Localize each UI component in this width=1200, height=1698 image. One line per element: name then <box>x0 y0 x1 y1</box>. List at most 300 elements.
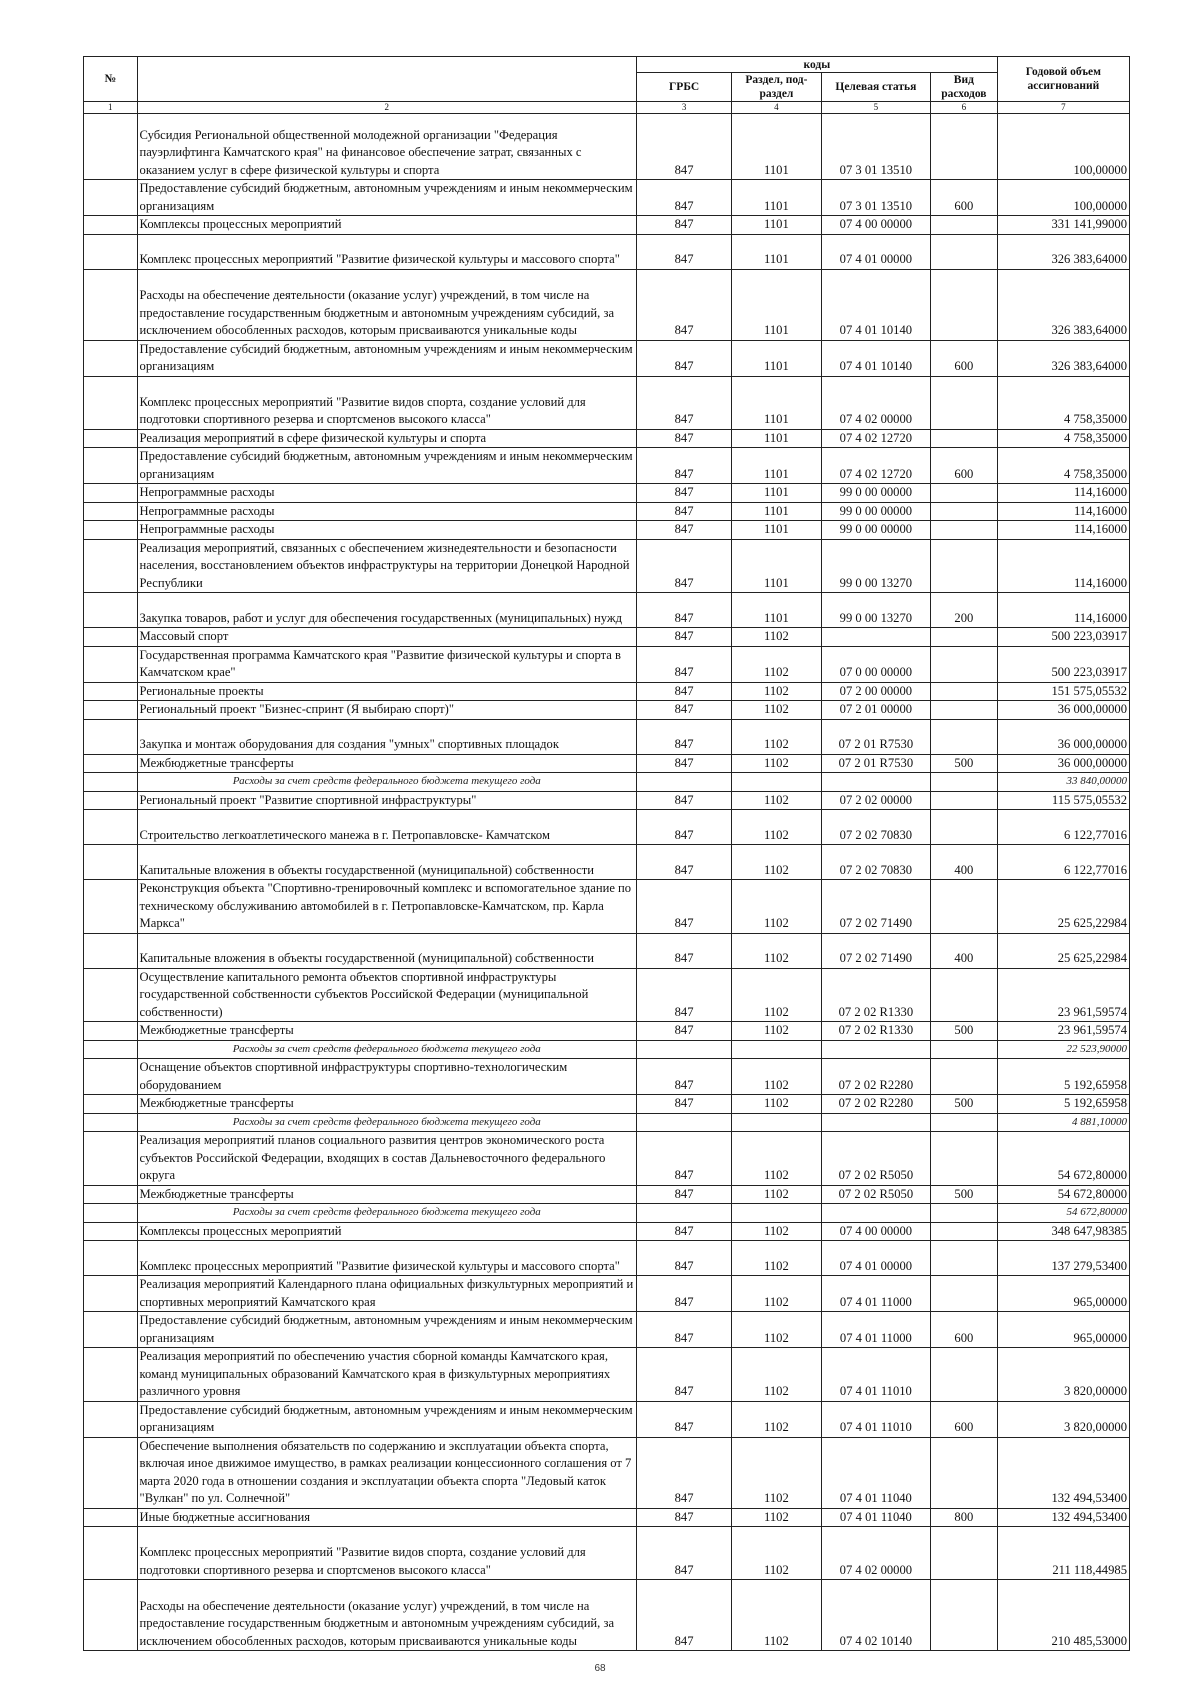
table-row <box>84 539 1130 593</box>
cell-number <box>84 791 138 810</box>
table-row <box>84 1185 1130 1204</box>
cell-vid <box>931 429 998 448</box>
federal-budget-note-row <box>84 1204 1130 1223</box>
cell-vid <box>931 1222 998 1241</box>
cell-name: Реализация мероприятий по обеспечению участия сборной команды Камчатского края, команд муниципальных образований Камчатского края в физкультурных мероприятиях различного уровня <box>137 1348 636 1402</box>
cell-number <box>84 429 138 448</box>
table-row <box>84 1401 1130 1437</box>
cell-number <box>84 1348 138 1402</box>
cell-name: Комплексы процессных мероприятий <box>137 216 636 235</box>
cell-razdel <box>732 1204 822 1223</box>
cell-tselevaya: 07 2 00 00000 <box>821 682 930 701</box>
cell-razdel: 1102 <box>732 1401 822 1437</box>
cell-vid <box>931 1040 998 1059</box>
table-body <box>84 114 1130 1651</box>
cell-razdel: 1101 <box>732 593 822 628</box>
cell-number <box>84 1580 138 1651</box>
cell-razdel: 1102 <box>732 1241 822 1276</box>
cell-sum: 114,16000 <box>997 521 1129 540</box>
table-row <box>84 1132 1130 1186</box>
cell-sum: 36 000,00000 <box>997 701 1129 720</box>
cell-sum: 348 647,98385 <box>997 1222 1129 1241</box>
table-row <box>84 1059 1130 1095</box>
cell-number <box>84 1185 138 1204</box>
table-row <box>84 502 1130 521</box>
cell-number <box>84 216 138 235</box>
cell-name: Реконструкция объекта "Спортивно-тренировочный комплекс и вспомогательное здание по техническому обслуживанию автомобилей в г. Петропавловске-Камчатском, пр. Карла Маркса" <box>137 880 636 934</box>
cell-name: Комплекс процессных мероприятий "Развитие физической культуры и массового спорта" <box>137 1241 636 1276</box>
cell-sum: 4 758,35000 <box>997 376 1129 429</box>
cell-name: Предоставление субсидий бюджетным, автономным учреждениям и иным некоммерческим организациям <box>137 340 636 376</box>
col-num-2: 2 <box>137 102 636 114</box>
cell-number <box>84 448 138 484</box>
table-row <box>84 1527 1130 1580</box>
federal-budget-note-row <box>84 773 1130 792</box>
cell-sum: 100,00000 <box>997 114 1129 180</box>
cell-number <box>84 1241 138 1276</box>
cell-vid <box>931 791 998 810</box>
cell-sum: 54 672,80000 <box>997 1204 1129 1223</box>
table-row <box>84 1222 1130 1241</box>
cell-name: Комплекс процессных мероприятий "Развитие видов спорта, создание условий для подготовки спортивного резерва и спортсменов высокого класса" <box>137 1527 636 1580</box>
cell-name: Межбюджетные трансферты <box>137 1185 636 1204</box>
cell-tselevaya: 07 2 02 70830 <box>821 845 930 880</box>
table-row <box>84 1022 1130 1041</box>
cell-number <box>84 1022 138 1041</box>
cell-number <box>84 484 138 503</box>
cell-number <box>84 376 138 429</box>
cell-tselevaya: 07 2 02 71490 <box>821 880 930 934</box>
cell-vid <box>931 216 998 235</box>
col-num-7: 7 <box>997 102 1129 114</box>
cell-number <box>84 1508 138 1527</box>
table-row <box>84 114 1130 180</box>
cell-grbs: 847 <box>637 754 732 773</box>
cell-grbs: 847 <box>637 114 732 180</box>
cell-name: Осуществление капитального ремонта объектов спортивной инфраструктуры государственной собственности субъектов Российской Федерации (муниципальной собственности) <box>137 968 636 1022</box>
cell-grbs: 847 <box>637 1185 732 1204</box>
cell-name: Непрограммные расходы <box>137 521 636 540</box>
cell-razdel: 1101 <box>732 448 822 484</box>
cell-number <box>84 114 138 180</box>
cell-number <box>84 646 138 682</box>
cell-number <box>84 1401 138 1437</box>
cell-number <box>84 628 138 647</box>
cell-grbs: 847 <box>637 1059 732 1095</box>
cell-number <box>84 1095 138 1114</box>
cell-number <box>84 880 138 934</box>
cell-grbs: 847 <box>637 628 732 647</box>
cell-sum: 36 000,00000 <box>997 754 1129 773</box>
cell-razdel: 1102 <box>732 1276 822 1312</box>
cell-sum: 210 485,53000 <box>997 1580 1129 1651</box>
table-row <box>84 968 1130 1022</box>
cell-number <box>84 933 138 968</box>
cell-grbs <box>637 773 732 792</box>
col-num-5: 5 <box>821 102 930 114</box>
cell-name: Расходы за счет средств федерального бюджета текущего года <box>137 1113 636 1132</box>
cell-tselevaya: 07 4 02 00000 <box>821 376 930 429</box>
cell-razdel: 1101 <box>732 429 822 448</box>
cell-grbs: 847 <box>637 1437 732 1508</box>
cell-sum: 132 494,53400 <box>997 1437 1129 1508</box>
cell-vid: 600 <box>931 448 998 484</box>
cell-sum: 6 122,77016 <box>997 845 1129 880</box>
cell-razdel: 1102 <box>732 1022 822 1041</box>
cell-name: Строительство легкоатлетического манежа в г. Петропавловске- Камчатском <box>137 810 636 845</box>
cell-razdel: 1101 <box>732 376 822 429</box>
cell-sum: 23 961,59574 <box>997 1022 1129 1041</box>
table-row <box>84 1312 1130 1348</box>
cell-number <box>84 340 138 376</box>
col-num-6: 6 <box>931 102 998 114</box>
cell-grbs: 847 <box>637 269 732 340</box>
cell-vid <box>931 502 998 521</box>
cell-name: Комплекс процессных мероприятий "Развитие видов спорта, создание условий для подготовки спортивного резерва и спортсменов высокого класса" <box>137 376 636 429</box>
cell-vid <box>931 1580 998 1651</box>
cell-vid: 600 <box>931 1312 998 1348</box>
cell-sum: 33 840,00000 <box>997 773 1129 792</box>
cell-tselevaya: 07 2 02 R5050 <box>821 1185 930 1204</box>
cell-razdel <box>732 1113 822 1132</box>
cell-tselevaya: 07 2 02 R2280 <box>821 1095 930 1114</box>
cell-razdel: 1101 <box>732 216 822 235</box>
cell-vid <box>931 521 998 540</box>
cell-name: Массовый спорт <box>137 628 636 647</box>
cell-name: Реализация мероприятий в сфере физической культуры и спорта <box>137 429 636 448</box>
cell-name: Расходы на обеспечение деятельности (оказание услуг) учреждений, в том числе на предоставление государственным бюджетным и автономным учреждениям субсидий, за исключением обособленных расходов, которым присваиваются уникальные коды <box>137 1580 636 1651</box>
cell-tselevaya <box>821 1040 930 1059</box>
col-num-1: 1 <box>84 102 138 114</box>
cell-grbs: 847 <box>637 1222 732 1241</box>
cell-grbs: 847 <box>637 216 732 235</box>
cell-number <box>84 968 138 1022</box>
cell-razdel: 1102 <box>732 1348 822 1402</box>
cell-name: Предоставление субсидий бюджетным, автономным учреждениям и иным некоммерческим организациям <box>137 1312 636 1348</box>
cell-number <box>84 593 138 628</box>
cell-grbs: 847 <box>637 448 732 484</box>
appropriations-table <box>83 56 1130 1651</box>
table-row <box>84 269 1130 340</box>
cell-grbs <box>637 1113 732 1132</box>
table-row <box>84 234 1130 269</box>
cell-grbs: 847 <box>637 1095 732 1114</box>
cell-razdel: 1102 <box>732 1095 822 1114</box>
cell-tselevaya: 07 2 02 00000 <box>821 791 930 810</box>
cell-tselevaya: 99 0 00 00000 <box>821 521 930 540</box>
cell-tselevaya: 07 2 01 00000 <box>821 701 930 720</box>
cell-vid <box>931 376 998 429</box>
cell-sum: 54 672,80000 <box>997 1132 1129 1186</box>
table-row <box>84 429 1130 448</box>
cell-grbs: 847 <box>637 429 732 448</box>
table-row <box>84 1508 1130 1527</box>
cell-tselevaya: 99 0 00 00000 <box>821 502 930 521</box>
cell-sum: 3 820,00000 <box>997 1401 1129 1437</box>
cell-sum: 3 820,00000 <box>997 1348 1129 1402</box>
cell-number <box>84 1059 138 1095</box>
cell-sum: 25 625,22984 <box>997 933 1129 968</box>
cell-sum: 6 122,77016 <box>997 810 1129 845</box>
cell-number <box>84 773 138 792</box>
cell-sum: 22 523,90000 <box>997 1040 1129 1059</box>
cell-grbs: 847 <box>637 1132 732 1186</box>
cell-number <box>84 180 138 216</box>
cell-sum: 137 279,53400 <box>997 1241 1129 1276</box>
cell-sum: 36 000,00000 <box>997 719 1129 754</box>
table-row <box>84 701 1130 720</box>
cell-razdel: 1102 <box>732 1059 822 1095</box>
cell-sum: 4 758,35000 <box>997 429 1129 448</box>
table-row <box>84 448 1130 484</box>
cell-grbs: 847 <box>637 376 732 429</box>
federal-budget-note-row <box>84 1113 1130 1132</box>
header-codes: коды <box>637 57 998 73</box>
cell-tselevaya: 07 4 01 00000 <box>821 234 930 269</box>
cell-vid <box>931 810 998 845</box>
cell-grbs: 847 <box>637 1276 732 1312</box>
cell-tselevaya: 07 4 01 11000 <box>821 1276 930 1312</box>
cell-vid: 600 <box>931 1401 998 1437</box>
cell-name: Комплексы процессных мероприятий <box>137 1222 636 1241</box>
cell-name: Непрограммные расходы <box>137 484 636 503</box>
cell-vid <box>931 1276 998 1312</box>
cell-name: Субсидия Региональной общественной молодежной организации "Федерация пауэрлифтинга Камчатского края" на финансовое обеспечение затрат, связанных с оказанием услуг в сфере физической культуры и спорта <box>137 114 636 180</box>
cell-razdel: 1102 <box>732 1527 822 1580</box>
cell-number <box>84 1437 138 1508</box>
cell-razdel: 1102 <box>732 1508 822 1527</box>
cell-vid: 600 <box>931 340 998 376</box>
cell-razdel: 1101 <box>732 502 822 521</box>
cell-tselevaya <box>821 1113 930 1132</box>
cell-tselevaya: 07 4 01 10140 <box>821 269 930 340</box>
cell-name: Межбюджетные трансферты <box>137 754 636 773</box>
cell-sum: 211 118,44985 <box>997 1527 1129 1580</box>
col-num-3: 3 <box>637 102 732 114</box>
cell-grbs <box>637 1204 732 1223</box>
cell-grbs: 847 <box>637 1312 732 1348</box>
cell-tselevaya <box>821 628 930 647</box>
cell-sum: 5 192,65958 <box>997 1095 1129 1114</box>
cell-vid <box>931 484 998 503</box>
cell-sum: 965,00000 <box>997 1312 1129 1348</box>
cell-razdel <box>732 1040 822 1059</box>
cell-tselevaya: 07 4 02 00000 <box>821 1527 930 1580</box>
cell-sum: 500 223,03917 <box>997 628 1129 647</box>
cell-razdel: 1102 <box>732 791 822 810</box>
cell-number <box>84 1132 138 1186</box>
table-row <box>84 593 1130 628</box>
cell-number <box>84 1312 138 1348</box>
cell-name: Капитальные вложения в объекты государственной (муниципальной) собственности <box>137 845 636 880</box>
header-razdel: Раздел, под-раздел <box>732 73 822 102</box>
cell-name: Закупка товаров, работ и услуг для обеспечения государственных (муниципальных) нужд <box>137 593 636 628</box>
cell-tselevaya: 07 3 01 13510 <box>821 180 930 216</box>
cell-grbs: 847 <box>637 234 732 269</box>
cell-name: Расходы за счет средств федерального бюджета текущего года <box>137 1040 636 1059</box>
cell-vid: 500 <box>931 1095 998 1114</box>
header-tselevaya: Целевая статья <box>821 73 930 102</box>
table-row <box>84 484 1130 503</box>
cell-vid <box>931 773 998 792</box>
cell-sum: 4 758,35000 <box>997 448 1129 484</box>
cell-grbs: 847 <box>637 1527 732 1580</box>
cell-number <box>84 539 138 593</box>
cell-tselevaya: 07 2 01 R7530 <box>821 754 930 773</box>
table-row <box>84 1348 1130 1402</box>
cell-number <box>84 521 138 540</box>
cell-vid <box>931 646 998 682</box>
cell-grbs: 847 <box>637 791 732 810</box>
col-num-4: 4 <box>732 102 822 114</box>
cell-tselevaya: 07 2 02 71490 <box>821 933 930 968</box>
cell-grbs: 847 <box>637 180 732 216</box>
cell-name: Реализация мероприятий Календарного плана официальных физкультурных мероприятий и спортивных мероприятий Камчатского края <box>137 1276 636 1312</box>
cell-razdel: 1102 <box>732 1132 822 1186</box>
cell-vid: 800 <box>931 1508 998 1527</box>
cell-grbs: 847 <box>637 646 732 682</box>
table-row <box>84 682 1130 701</box>
cell-tselevaya: 07 2 02 R1330 <box>821 968 930 1022</box>
cell-razdel: 1102 <box>732 646 822 682</box>
header-grbs: ГРБС <box>637 73 732 102</box>
cell-sum: 5 192,65958 <box>997 1059 1129 1095</box>
cell-razdel: 1102 <box>732 933 822 968</box>
cell-grbs: 847 <box>637 1348 732 1402</box>
cell-razdel: 1101 <box>732 521 822 540</box>
cell-grbs: 847 <box>637 968 732 1022</box>
cell-vid <box>931 1204 998 1223</box>
cell-tselevaya: 07 4 02 10140 <box>821 1580 930 1651</box>
cell-vid <box>931 1348 998 1402</box>
cell-sum: 114,16000 <box>997 539 1129 593</box>
cell-name: Реализация мероприятий, связанных с обеспечением жизнедеятельности и безопасности населения, восстановлением объектов инфраструктуры на территории Донецкой Народной Республики <box>137 539 636 593</box>
cell-tselevaya: 07 4 01 11040 <box>821 1437 930 1508</box>
cell-vid <box>931 1113 998 1132</box>
cell-tselevaya: 99 0 00 00000 <box>821 484 930 503</box>
cell-grbs: 847 <box>637 484 732 503</box>
cell-razdel: 1101 <box>732 114 822 180</box>
cell-name: Реализация мероприятий планов социального развития центров экономического роста субъектов Российской Федерации, входящих в состав Дальневосточного федерального округа <box>137 1132 636 1186</box>
table-row <box>84 1276 1130 1312</box>
cell-sum: 115 575,05532 <box>997 791 1129 810</box>
cell-name: Межбюджетные трансферты <box>137 1022 636 1041</box>
cell-sum: 114,16000 <box>997 593 1129 628</box>
cell-grbs: 847 <box>637 593 732 628</box>
cell-name: Расходы за счет средств федерального бюджета текущего года <box>137 773 636 792</box>
cell-tselevaya: 07 3 01 13510 <box>821 114 930 180</box>
table-row <box>84 845 1130 880</box>
cell-name: Комплекс процессных мероприятий "Развитие физической культуры и массового спорта" <box>137 234 636 269</box>
cell-razdel: 1101 <box>732 340 822 376</box>
cell-grbs: 847 <box>637 701 732 720</box>
cell-tselevaya: 99 0 00 13270 <box>821 539 930 593</box>
cell-tselevaya: 07 4 02 12720 <box>821 429 930 448</box>
cell-vid <box>931 682 998 701</box>
page-number: 68 <box>594 1663 606 1674</box>
cell-name: Непрограммные расходы <box>137 502 636 521</box>
cell-vid: 400 <box>931 845 998 880</box>
cell-razdel: 1101 <box>732 180 822 216</box>
table-row <box>84 521 1130 540</box>
cell-tselevaya: 07 4 01 11000 <box>821 1312 930 1348</box>
cell-vid <box>931 234 998 269</box>
cell-number <box>84 682 138 701</box>
cell-tselevaya: 07 4 01 11010 <box>821 1401 930 1437</box>
cell-razdel: 1102 <box>732 1185 822 1204</box>
cell-number <box>84 754 138 773</box>
table-row <box>84 754 1130 773</box>
cell-vid <box>931 1527 998 1580</box>
cell-razdel: 1102 <box>732 880 822 934</box>
cell-vid: 500 <box>931 1185 998 1204</box>
cell-razdel: 1102 <box>732 701 822 720</box>
cell-sum: 114,16000 <box>997 484 1129 503</box>
cell-grbs: 847 <box>637 810 732 845</box>
cell-number <box>84 1113 138 1132</box>
table-row <box>84 646 1130 682</box>
cell-sum: 100,00000 <box>997 180 1129 216</box>
cell-name: Государственная программа Камчатского края "Развитие физической культуры и спорта в Камчатском крае" <box>137 646 636 682</box>
cell-name: Капитальные вложения в объекты государственной (муниципальной) собственности <box>137 933 636 968</box>
cell-tselevaya: 07 2 02 R1330 <box>821 1022 930 1041</box>
cell-name: Предоставление субсидий бюджетным, автономным учреждениям и иным некоммерческим организациям <box>137 180 636 216</box>
table-row <box>84 933 1130 968</box>
cell-razdel: 1102 <box>732 682 822 701</box>
cell-grbs: 847 <box>637 1580 732 1651</box>
cell-name: Предоставление субсидий бюджетным, автономным учреждениям и иным некоммерческим организациям <box>137 448 636 484</box>
cell-grbs: 847 <box>637 521 732 540</box>
cell-number <box>84 234 138 269</box>
cell-tselevaya <box>821 773 930 792</box>
cell-vid <box>931 1241 998 1276</box>
cell-sum: 151 575,05532 <box>997 682 1129 701</box>
cell-vid: 200 <box>931 593 998 628</box>
cell-tselevaya: 07 4 00 00000 <box>821 216 930 235</box>
cell-grbs: 847 <box>637 1401 732 1437</box>
cell-razdel: 1102 <box>732 719 822 754</box>
cell-sum: 965,00000 <box>997 1276 1129 1312</box>
cell-razdel: 1101 <box>732 234 822 269</box>
cell-vid: 400 <box>931 933 998 968</box>
cell-tselevaya: 07 2 02 70830 <box>821 810 930 845</box>
cell-name: Региональные проекты <box>137 682 636 701</box>
cell-number <box>84 1040 138 1059</box>
cell-razdel: 1102 <box>732 1312 822 1348</box>
cell-razdel: 1102 <box>732 754 822 773</box>
cell-tselevaya: 07 4 01 00000 <box>821 1241 930 1276</box>
cell-tselevaya: 99 0 00 13270 <box>821 593 930 628</box>
cell-grbs: 847 <box>637 1508 732 1527</box>
cell-name: Региональный проект "Бизнес-спринт (Я выбираю спорт)" <box>137 701 636 720</box>
cell-name: Закупка и монтаж оборудования для создания "умных" спортивных площадок <box>137 719 636 754</box>
cell-tselevaya: 07 4 01 11010 <box>821 1348 930 1402</box>
cell-tselevaya: 07 2 02 R2280 <box>821 1059 930 1095</box>
cell-vid <box>931 1437 998 1508</box>
cell-razdel <box>732 773 822 792</box>
cell-grbs: 847 <box>637 1241 732 1276</box>
header-volume: Годовой объем ассигнований <box>997 57 1129 102</box>
cell-sum: 23 961,59574 <box>997 968 1129 1022</box>
cell-name: Региональный проект "Развитие спортивной инфраструктуры" <box>137 791 636 810</box>
cell-sum: 326 383,64000 <box>997 340 1129 376</box>
cell-number <box>84 701 138 720</box>
cell-grbs <box>637 1040 732 1059</box>
table-row <box>84 180 1130 216</box>
cell-number <box>84 1276 138 1312</box>
cell-razdel: 1102 <box>732 845 822 880</box>
cell-tselevaya <box>821 1204 930 1223</box>
